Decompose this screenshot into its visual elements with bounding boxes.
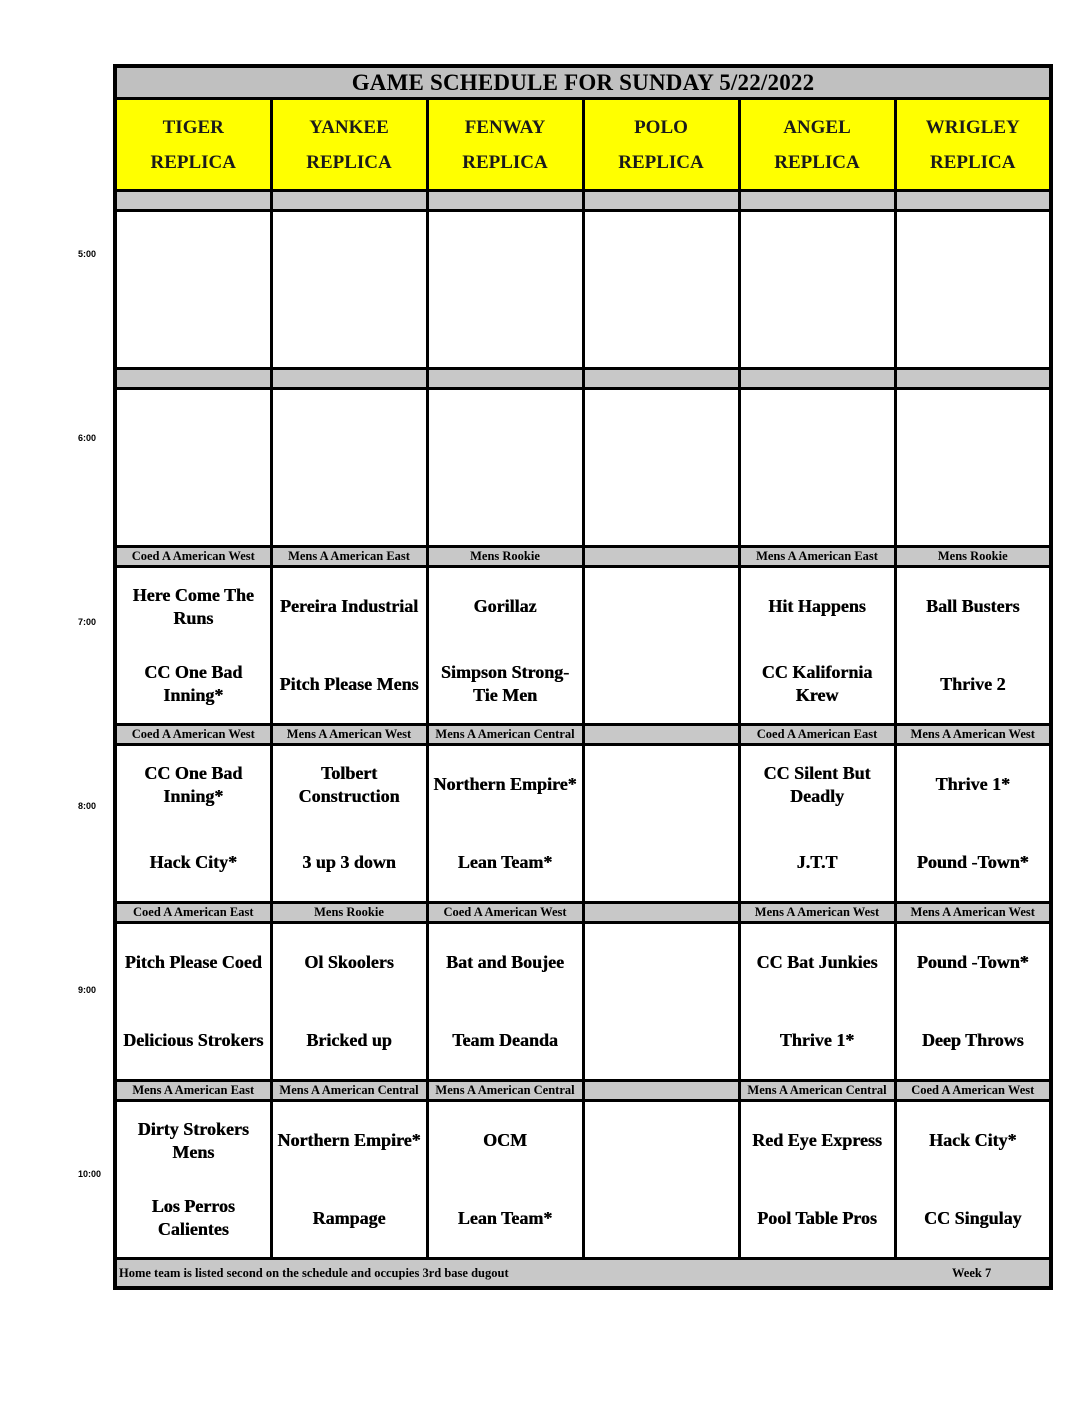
away-team: [897, 390, 1050, 468]
game-cell: [739, 567, 895, 725]
away-team: Pitch Please Coed: [124, 952, 262, 973]
home-team: [585, 1180, 738, 1258]
division-label: Coed A American East: [115, 903, 271, 923]
matchup: [897, 212, 1050, 367]
matchup: [897, 746, 1050, 901]
matchup: [117, 212, 270, 367]
away-team: [273, 212, 426, 290]
field-name: POLO: [634, 116, 688, 138]
matchup: [273, 568, 426, 723]
game-cell: [583, 211, 739, 369]
division-label: Mens Rookie: [271, 903, 427, 923]
away-team: [117, 212, 270, 290]
away-team: Hit Happens: [768, 596, 866, 617]
away-team: [585, 924, 738, 1002]
game-cell: [271, 389, 427, 547]
home-team: [741, 290, 894, 368]
game-row: [115, 567, 1051, 725]
away-team: [585, 212, 738, 290]
home-team: [273, 290, 426, 368]
away-team: [117, 390, 270, 468]
field-header-fenway: [427, 99, 583, 191]
game-cell: [271, 211, 427, 369]
schedule-title: GAME SCHEDULE FOR SUNDAY 5/22/2022: [115, 66, 1051, 99]
field-header-wrigley: [895, 99, 1051, 191]
home-team: CC Kalifornia Krew: [761, 662, 873, 706]
matchup: [741, 924, 894, 1079]
home-team: [585, 824, 738, 902]
game-cell: [427, 1101, 583, 1259]
game-cell: [115, 745, 271, 903]
home-team: [273, 468, 426, 546]
division-label: Mens A American West: [895, 903, 1051, 923]
division-row: [115, 725, 1051, 745]
week-label: Week 7: [952, 1266, 992, 1280]
time-label: 10:00: [78, 1169, 102, 1179]
field-name: FENWAY: [464, 116, 546, 138]
away-team: CC Silent But Deadly: [763, 762, 871, 806]
division-label: Mens A American Central: [271, 1081, 427, 1101]
division-label: Coed A American West: [115, 725, 271, 745]
division-label: [583, 191, 739, 211]
game-row: [115, 745, 1051, 903]
field-subtitle: REPLICA: [929, 151, 1016, 173]
game-cell: [895, 211, 1051, 369]
field-header-tiger: [115, 99, 271, 191]
matchup: [117, 568, 270, 723]
away-team: [585, 568, 738, 646]
away-team: [429, 390, 582, 468]
game-cell: [583, 567, 739, 725]
division-label: Mens Rookie: [427, 547, 583, 567]
field-subtitle: REPLICA: [306, 151, 392, 173]
division-row: [115, 369, 1051, 389]
game-cell: [583, 1101, 739, 1259]
division-label: Mens A American East: [739, 547, 895, 567]
division-label: [115, 369, 271, 389]
matchup: [117, 924, 270, 1079]
matchup: [429, 390, 582, 545]
home-team: Bricked up: [306, 1029, 392, 1050]
division-label: Mens A American East: [115, 1081, 271, 1101]
home-team: [117, 468, 270, 546]
division-row: [115, 547, 1051, 567]
game-row: [115, 389, 1051, 547]
game-cell: [895, 745, 1051, 903]
home-team: CC One Bad Inning*: [144, 662, 243, 706]
time-label: 7:00: [78, 617, 97, 627]
matchup: [117, 1102, 270, 1257]
away-team: Ball Busters: [925, 596, 1020, 617]
field-subtitle: REPLICA: [150, 151, 236, 173]
division-label: [739, 191, 895, 211]
home-team: [585, 468, 738, 546]
division-label: Mens A American Central: [427, 725, 583, 745]
division-label: [427, 191, 583, 211]
game-cell: [115, 1101, 271, 1259]
home-team: [429, 468, 582, 546]
division-label: [895, 191, 1051, 211]
division-row: [115, 1081, 1051, 1101]
division-label: Mens Rookie: [895, 547, 1051, 567]
away-team: [273, 390, 426, 468]
footer-bar: [115, 1259, 1051, 1289]
away-team: [585, 1102, 738, 1180]
division-label: Mens A American West: [271, 725, 427, 745]
home-team: [117, 290, 270, 368]
field-header-row: [115, 99, 1051, 191]
home-team: CC Singulay: [923, 1207, 1022, 1228]
matchup: [117, 746, 270, 901]
division-label: [583, 725, 739, 745]
away-team: OCM: [483, 1130, 527, 1151]
home-team: Lean Team*: [457, 1207, 553, 1228]
away-team: [429, 212, 582, 290]
division-label: Mens A American Central: [739, 1081, 895, 1101]
matchup: [429, 1102, 582, 1257]
game-cell: [115, 923, 271, 1081]
home-team: [585, 290, 738, 368]
matchup: [741, 568, 894, 723]
matchup: [585, 390, 738, 545]
time-label: 9:00: [78, 985, 97, 995]
game-cell: [427, 923, 583, 1081]
time-label: 8:00: [78, 801, 97, 811]
game-cell: [271, 1101, 427, 1259]
division-label: Mens A American East: [271, 547, 427, 567]
game-cell: [427, 745, 583, 903]
game-cell: [739, 923, 895, 1081]
home-team: Team Deanda: [452, 1029, 558, 1050]
matchup: [585, 568, 738, 723]
division-label: [115, 191, 271, 211]
game-cell: [583, 389, 739, 547]
game-cell: [739, 745, 895, 903]
field-subtitle: REPLICA: [774, 151, 860, 173]
home-team: Pool Table Pros: [757, 1207, 877, 1228]
division-label: [271, 191, 427, 211]
home-team: Pound -Town*: [916, 851, 1029, 872]
home-team: Deep Throws: [921, 1029, 1024, 1050]
matchup: [897, 568, 1050, 723]
field-subtitle: REPLICA: [618, 151, 704, 173]
game-row: [115, 923, 1051, 1081]
division-label: Coed A American West: [427, 903, 583, 923]
away-team: Pereira Industrial: [279, 596, 419, 617]
matchup: [741, 1102, 894, 1257]
matchup: [741, 746, 894, 901]
home-team: [585, 646, 738, 724]
game-cell: [427, 567, 583, 725]
away-team: [897, 212, 1050, 290]
matchup: [273, 746, 426, 901]
matchup: [429, 568, 582, 723]
away-team: Red Eye Express: [752, 1130, 882, 1151]
home-team: [897, 468, 1050, 546]
home-team: [741, 468, 894, 546]
matchup: [429, 746, 582, 901]
division-label: Coed A American West: [895, 1081, 1051, 1101]
matchup: [585, 212, 738, 367]
game-cell: [895, 1101, 1051, 1259]
division-label: Coed A American East: [739, 725, 895, 745]
game-cell: [583, 923, 739, 1081]
schedule-body: [115, 191, 1051, 1259]
time-label: 5:00: [78, 249, 97, 259]
game-cell: [271, 923, 427, 1081]
home-team: [585, 1002, 738, 1080]
home-team: Simpson Strong-Tie Men: [440, 662, 570, 706]
matchup: [897, 924, 1050, 1079]
matchup: [897, 1102, 1050, 1257]
division-label: [427, 369, 583, 389]
away-team: Tolbert Construction: [298, 762, 400, 806]
division-label: [739, 369, 895, 389]
matchup: [273, 212, 426, 367]
matchup: [273, 1102, 426, 1257]
home-team: Rampage: [312, 1207, 386, 1228]
matchup: [585, 924, 738, 1079]
field-name: WRIGLEY: [925, 116, 1020, 138]
game-cell: [115, 567, 271, 725]
home-team: Hack City*: [149, 851, 237, 872]
home-team: J.T.T: [796, 851, 838, 872]
matchup: [273, 390, 426, 545]
away-team: CC Bat Junkies: [756, 952, 878, 973]
away-team: Here Come The Runs: [132, 584, 254, 628]
matchup: [741, 390, 894, 545]
field-name: TIGER: [162, 116, 224, 138]
home-team: [897, 290, 1050, 368]
division-label: [895, 369, 1051, 389]
game-cell: [583, 745, 739, 903]
home-team: 3 up 3 down: [302, 851, 396, 872]
division-label: [583, 369, 739, 389]
matchup: [273, 924, 426, 1079]
home-team: Thrive 1*: [779, 1029, 855, 1050]
division-label: Mens A American West: [895, 725, 1051, 745]
away-team: Thrive 1*: [935, 774, 1010, 795]
home-team: [429, 290, 582, 368]
home-team: Thrive 2: [940, 673, 1006, 694]
division-label: Coed A American West: [115, 547, 271, 567]
home-team: Pitch Please Mens: [279, 673, 419, 694]
matchup: [741, 212, 894, 367]
division-label: [583, 903, 739, 923]
away-team: Bat and Boujee: [445, 952, 564, 973]
home-team-note: Home team is listed second on the schedule and occupies 3rd base dugout: [119, 1266, 509, 1280]
division-label: [271, 369, 427, 389]
field-header-yankee: [271, 99, 427, 191]
field-header-angel: [739, 99, 895, 191]
home-team: Delicious Strokers: [123, 1029, 264, 1050]
matchup: [585, 1102, 738, 1257]
field-subtitle: REPLICA: [462, 151, 548, 173]
away-team: [741, 390, 894, 468]
matchup: [117, 390, 270, 545]
game-cell: [427, 211, 583, 369]
game-cell: [895, 923, 1051, 1081]
game-row: [115, 211, 1051, 369]
away-team: Dirty Strokers Mens: [137, 1118, 249, 1162]
game-cell: [739, 389, 895, 547]
game-cell: [427, 389, 583, 547]
division-row: [115, 191, 1051, 211]
division-label: [583, 547, 739, 567]
field-name: ANGEL: [783, 116, 851, 138]
away-team: Ol Skoolers: [304, 952, 394, 973]
game-cell: [271, 567, 427, 725]
time-label: 6:00: [78, 433, 97, 443]
away-team: Gorillaz: [473, 596, 537, 617]
game-cell: [895, 389, 1051, 547]
game-row: [115, 1101, 1051, 1259]
away-team: [585, 746, 738, 824]
schedule-table: [113, 64, 1053, 1290]
away-team: CC One Bad Inning*: [144, 762, 243, 806]
division-row: [115, 903, 1051, 923]
away-team: Pound -Town*: [916, 952, 1029, 973]
away-team: [585, 390, 738, 468]
matchup: [429, 212, 582, 367]
matchup: [585, 746, 738, 901]
matchup: [897, 390, 1050, 545]
game-cell: [271, 745, 427, 903]
game-cell: [115, 389, 271, 547]
game-cell: [895, 567, 1051, 725]
away-team: Hack City*: [929, 1130, 1017, 1151]
matchup: [429, 924, 582, 1079]
away-team: Northern Empire*: [277, 1130, 421, 1151]
field-header-polo: [583, 99, 739, 191]
game-cell: [739, 211, 895, 369]
field-name: YANKEE: [309, 116, 389, 138]
division-label: Mens A American Central: [427, 1081, 583, 1101]
division-label: Mens A American West: [739, 903, 895, 923]
away-team: [741, 212, 894, 290]
game-cell: [115, 211, 271, 369]
away-team: Northern Empire*: [433, 774, 577, 795]
game-cell: [739, 1101, 895, 1259]
home-team: Los Perros Calientes: [151, 1196, 235, 1240]
division-label: [583, 1081, 739, 1101]
home-team: Lean Team*: [457, 851, 553, 872]
